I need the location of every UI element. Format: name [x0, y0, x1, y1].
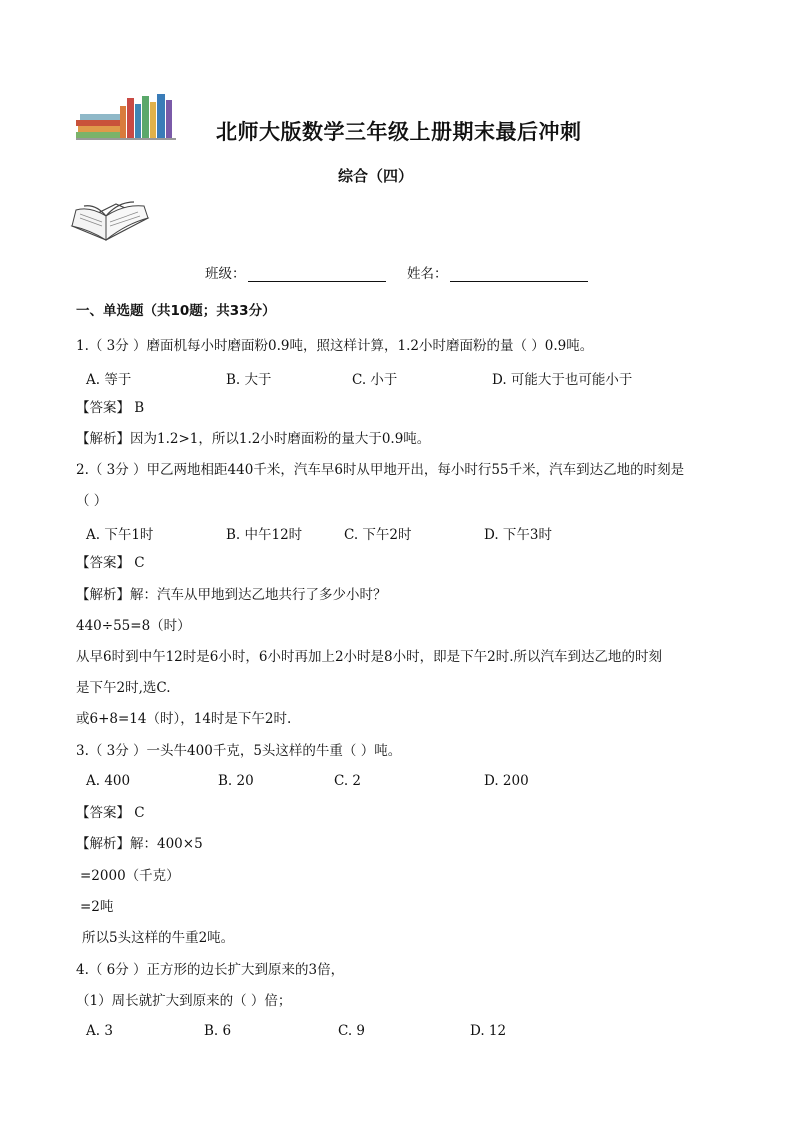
open-book-illustration [70, 196, 152, 248]
q1-answer: 【答案】 B [76, 400, 145, 416]
q1-option-a: A. 等于 [86, 372, 132, 388]
q1-option-d: D. 可能大于也可能小于 [492, 372, 633, 388]
q2-answer: 【答案】 C [76, 555, 145, 571]
name-field [407, 262, 588, 282]
q1-option-c: C. 小于 [352, 372, 398, 388]
q2-analysis-line1: 【解析】解：汽车从甲地到达乙地共行了多少小时？ [76, 587, 387, 603]
q4-option-d: D. 12 [470, 1023, 507, 1039]
q3-option-a: A. 400 [86, 773, 131, 789]
section-heading: 一、单选题（共10题；共33分） [76, 303, 276, 319]
q2-analysis-line2: 440÷55=8（时） [76, 618, 191, 634]
q3-option-b: B. 20 [218, 773, 254, 789]
q2-option-a: A. 下午1时 [86, 527, 154, 543]
q3-option-c: C. 2 [334, 773, 362, 789]
q2-stem-line2: （ ） [76, 493, 108, 509]
class-blank [248, 267, 386, 282]
q2-stem-line1: 2.（ 3分 ）甲乙两地相距440千米，汽车早6时从甲地开出，每小时行55千米，汽车到达乙地的时刻是 [76, 462, 685, 478]
q3-analysis-line4: 所以5头这样的牛重2吨。 [82, 930, 235, 946]
q3-analysis-line1: 【解析】解：400×5 [76, 836, 203, 852]
q4-stem: 4.（ 6分 ）正方形的边长扩大到原来的3倍， [76, 962, 345, 978]
q1-analysis: 【解析】因为1.2>1，所以1.2小时磨面粉的量大于0.9吨。 [76, 431, 431, 447]
q2-analysis-line5: 或6+8=14（时），14时是下午2时. [76, 711, 292, 727]
q3-answer: 【答案】 C [76, 805, 145, 821]
page-subtitle: 综合（四） [338, 167, 414, 185]
q3-stem: 3.（ 3分 ）一头牛400千克，5头这样的牛重（ ）吨。 [76, 743, 402, 759]
class-label: 班级： [205, 266, 246, 282]
q2-option-d: D. 下午3时 [484, 527, 553, 543]
q2-option-c: C. 下午2时 [344, 527, 412, 543]
books-illustration [76, 94, 176, 142]
q4-sub1: （1）周长就扩大到原来的（ ）倍； [76, 993, 292, 1009]
name-blank [450, 267, 588, 282]
q4-option-b: B. 6 [204, 1023, 232, 1039]
page-title: 北师大版数学三年级上册期末最后冲刺 [216, 120, 582, 144]
q4-option-c: C. 9 [338, 1023, 366, 1039]
q1-stem: 1.（ 3分 ）磨面机每小时磨面粉0.9吨，照这样计算，1.2小时磨面粉的量（ ）0.9吨。 [76, 338, 594, 354]
q2-analysis-line3: 从早6时到中午12时是6小时，6小时再加上2小时是8小时，即是下午2时.所以汽车到达乙地的时刻 [76, 649, 663, 665]
q3-option-d: D. 200 [484, 773, 529, 789]
q4-option-a: A. 3 [86, 1023, 113, 1039]
q2-analysis-line4: 是下午2时,选C. [76, 680, 171, 696]
q1-option-b: B. 大于 [226, 372, 272, 388]
q3-analysis-line3: =2吨 [80, 899, 114, 915]
name-label: 姓名： [407, 266, 448, 282]
class-field [205, 262, 386, 282]
q3-analysis-line2: =2000（千克） [80, 868, 180, 884]
q2-option-b: B. 中午12时 [226, 527, 303, 543]
